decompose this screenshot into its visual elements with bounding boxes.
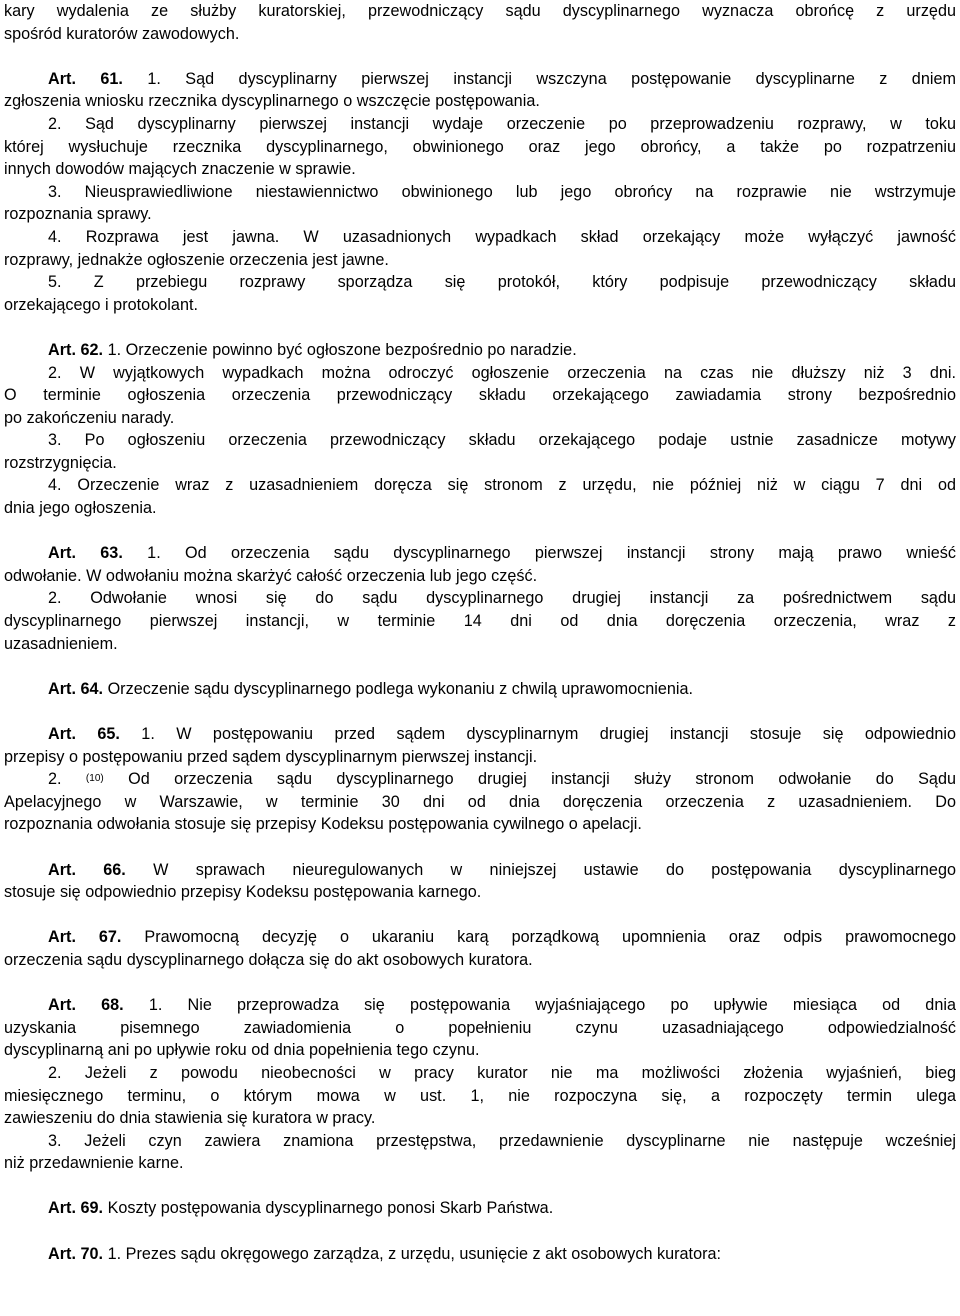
paragraph-line: 4. Orzeczenie wraz z uzasadnieniem doręcza się stronom z urzędu, nie później niż w ciągu 7 dni od	[48, 476, 956, 495]
paragraph-gap	[4, 1220, 956, 1243]
article-number: Art. 64.	[48, 679, 104, 698]
article-67-heading-line: Art. 67. Prawomocną decyzję o ukaraniu karą porządkową upomnienia oraz odpis prawomocnego	[48, 928, 956, 947]
paragraph-line: miesięcznego terminu, o którym mowa w ust. 1, nie rozpoczyna się, a rozpoczęty termin ulega	[4, 1086, 956, 1105]
article-70-heading-line: Art. 70. 1. Prezes sądu okręgowego zarządza, z urzędu, usunięcie z akt osobowych kuratora:	[48, 1244, 722, 1263]
paragraph-line: dyscyplinarną ani po upływie roku od dnia popełnienia tego czynu.	[4, 1041, 480, 1060]
article-number: Art. 69.	[48, 1199, 104, 1218]
paragraph-gap	[4, 904, 956, 927]
paragraph-line: kary wydalenia ze służby kuratorskiej, przewodniczący sądu dyscyplinarnego wyznacza obrońcę z urzędu	[4, 2, 956, 20]
paragraph-line: przepisy o postępowaniu przed sądem dyscyplinarnym pierwszej instancji.	[4, 747, 538, 766]
paragraph-text: Od orzeczenia sądu dyscyplinarnego drugiej instancji służy stronom odwołanie do Sądu	[128, 770, 956, 789]
paragraph-gap	[4, 45, 956, 68]
paragraph-line: rozpoznania sprawy.	[4, 205, 152, 224]
article-number: Art. 70.	[48, 1244, 104, 1263]
paragraph-line: spośród kuratorów zawodowych.	[4, 24, 240, 43]
paragraph-gap	[4, 520, 956, 543]
paragraph-line: innych dowodów mających znaczenie w sprawie.	[4, 160, 356, 179]
paragraph-gap	[4, 836, 956, 859]
paragraph-line: 2. Jeżeli z powodu nieobecności w pracy kurator nie ma możliwości złożenia wyjaśnień, bieg	[48, 1063, 956, 1082]
paragraph-line: niż przedawnienie karne.	[4, 1154, 184, 1173]
paragraph-line: odwołanie. W odwołaniu można skarżyć całość orzeczenia lub jego część.	[4, 566, 538, 585]
paragraph-line: rozprawy, jednakże ogłoszenie orzeczenia jest jawne.	[4, 250, 389, 269]
paragraph-number: 2.	[48, 770, 62, 789]
paragraph-line: zawieszeniu do dnia stawienia się kuratora w pracy.	[4, 1109, 376, 1128]
paragraph-line: 2. Odwołanie wnosi się do sądu dyscyplinarnego drugiej instancji za pośrednictwem sądu	[48, 589, 956, 608]
paragraph-line: 4. Rozprawa jest jawna. W uzasadnionych wypadkach skład orzekający może wyłączyć jawność	[48, 227, 956, 246]
paragraph-line: której wysłuchuje rzecznika dyscyplinarnego, obwinionego oraz jego obrońcy, a także po rozpatrzeniu	[4, 137, 956, 156]
paragraph-line: orzeczenia sądu dyscyplinarnego dołącza się do akt osobowych kuratora.	[4, 950, 533, 969]
article-number: Art. 66.	[48, 860, 126, 879]
paragraph-line: zgłoszenia wniosku rzecznika dyscyplinarnego o wszczęcie postępowania.	[4, 92, 540, 111]
paragraph-line: rozpoznania odwołania stosuje się przepisy Kodeksu postępowania cywilnego o apelacji.	[4, 815, 642, 834]
paragraph-line: uzasadnieniem.	[4, 634, 118, 653]
article-66-heading-line: Art. 66. W sprawach nieuregulowanych w niniejszej ustawie do postępowania dyscyplinarnego	[48, 860, 957, 879]
paragraph-line: orzekającego i protokolant.	[4, 295, 199, 314]
paragraph-line: 2. W wyjątkowych wypadkach można odroczyć ogłoszenie orzeczenia na czas nie dłuższy niż 3 dni.	[48, 363, 956, 382]
article-number: Art. 63.	[48, 544, 123, 563]
article-68-heading-line: Art. 68. 1. Nie przeprowadza się postępowania wyjaśniającego po upływie miesiąca od dnia	[48, 996, 956, 1015]
article-number: Art. 65.	[48, 725, 120, 743]
article-number: Art. 62.	[48, 340, 104, 359]
paragraph-line: rozstrzygnięcia.	[4, 453, 117, 472]
paragraph-line: O terminie ogłoszenia orzeczenia przewodniczący składu orzekającego zawiadamia strony bezpośrednio	[4, 386, 956, 405]
footnote-reference: (10)	[85, 773, 104, 785]
paragraph-gap	[4, 1175, 956, 1198]
paragraph-gap	[4, 316, 956, 339]
paragraph-line: 5. Z przebiegu rozprawy sporządza się protokół, który podpisuje przewodniczący składu	[48, 273, 956, 292]
paragraph-gap	[4, 655, 956, 678]
paragraph-line: 3. Jeżeli czyn zawiera znamiona przestępstwa, przedawnienie dyscyplinarne nie następuje wcześniej	[48, 1131, 956, 1150]
paragraph-gap	[4, 972, 956, 995]
paragraph-line: 2. Sąd dyscyplinarny pierwszej instancji wydaje orzeczenie po przeprowadzeniu rozprawy, w toku	[48, 114, 956, 133]
article-number: Art. 61.	[48, 69, 123, 88]
paragraph-line: 3. Nieusprawiedliwione niestawiennictwo obwinionego lub jego obrońcy na rozprawie nie wstrzymuje	[48, 182, 956, 201]
article-62-heading-line: Art. 62. 1. Orzeczenie powinno być ogłoszone bezpośrednio po naradzie.	[48, 340, 577, 359]
article-65-heading-line: Art. 65. 1. W postępowaniu przed sądem dyscyplinarnym drugiej instancji stosuje się odpowiednio	[48, 725, 956, 743]
article-61-heading-line: Art. 61. 1. Sąd dyscyplinarny pierwszej instancji wszczyna postępowanie dyscyplinarne z dniem	[48, 69, 956, 88]
paragraph-line: dyscyplinarnego pierwszej instancji, w terminie 14 dni od dnia doręczenia orzeczenia, wraz z	[4, 612, 956, 631]
article-number: Art. 67.	[48, 928, 122, 947]
paragraph-line: uzyskania pisemnego zawiadomienia o popełnieniu czynu uzasadniającego odpowiedzialność	[4, 1018, 956, 1037]
paragraph-line: stosuje się odpowiednio przepisy Kodeksu postępowania karnego.	[4, 883, 482, 902]
article-63-heading-line: Art. 63. 1. Od orzeczenia sądu dyscyplinarnego pierwszej instancji strony mają prawo wnieść	[48, 544, 956, 563]
paragraph-line: 3. Po ogłoszeniu orzeczenia przewodniczący składu orzekającego podaje ustnie zasadnicze motywy	[48, 431, 956, 450]
paragraph-line: dnia jego ogłoszenia.	[4, 499, 157, 518]
article-64-heading-line: Art. 64. Orzeczenie sądu dyscyplinarnego podlega wykonaniu z chwilą uprawomocnienia.	[48, 679, 694, 698]
paragraph-line	[4, 768, 956, 791]
paragraph-line: Apelacyjnego w Warszawie, w terminie 30 dni od dnia doręczenia orzeczenia z uzasadnieniem. Do	[4, 792, 956, 811]
article-69-heading-line: Art. 69. Koszty postępowania dyscyplinarnego ponosi Skarb Państwa.	[48, 1199, 554, 1218]
paragraph-line: po zakończeniu narady.	[4, 408, 175, 427]
article-number: Art. 68.	[48, 996, 124, 1015]
paragraph-gap	[4, 700, 956, 723]
